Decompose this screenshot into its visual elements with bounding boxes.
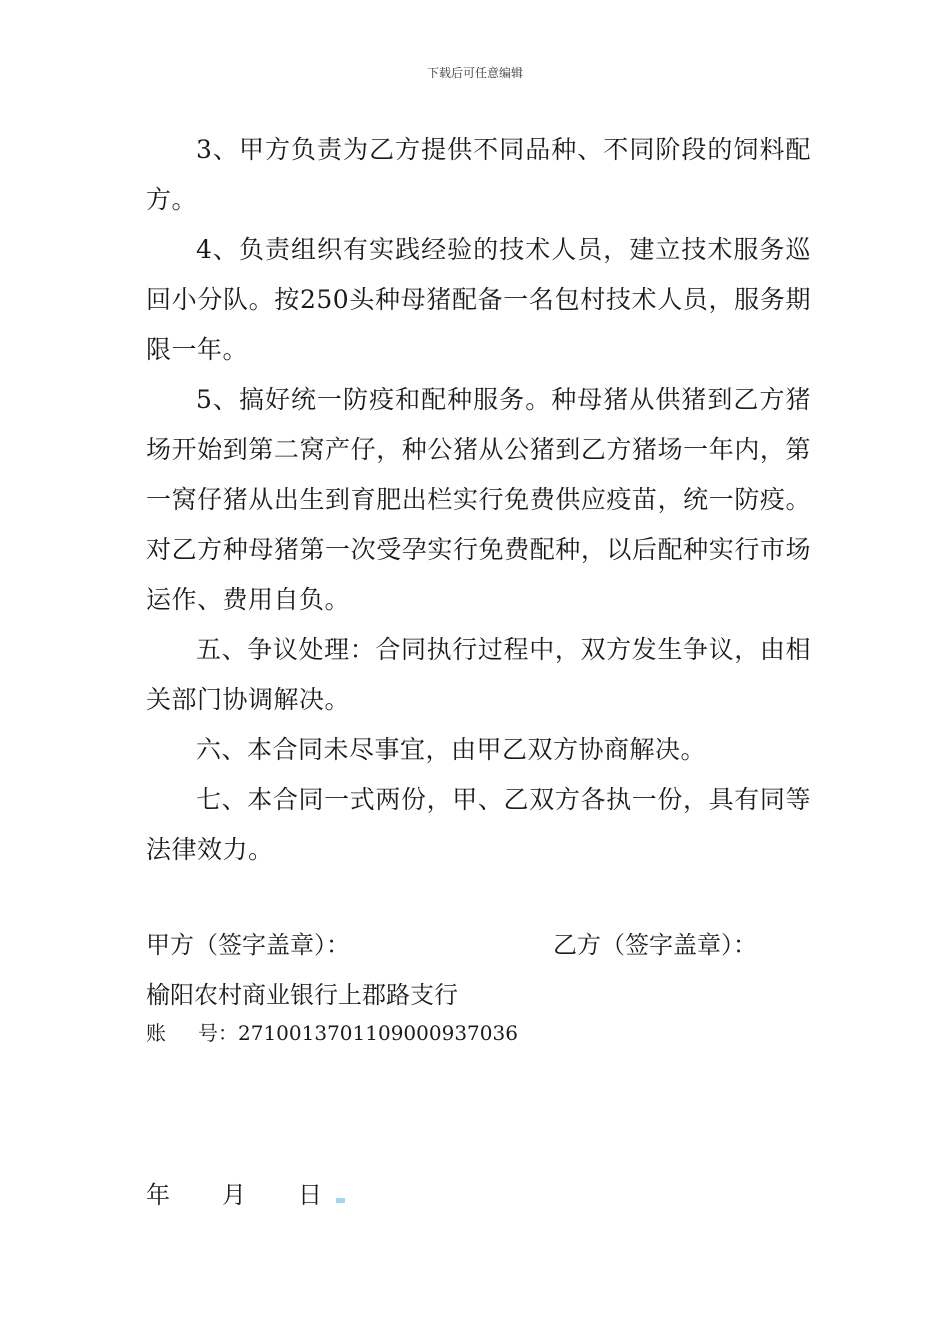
- account-number: 27100137011090009370​36: [238, 1021, 518, 1045]
- account-line: [146, 1020, 518, 1046]
- clause-unresolved: 六、本合同未尽事宜，由甲乙双方协商解决。: [196, 735, 707, 764]
- clause-copies: 七、本合同一式两份，甲、乙双方各执一份，具有同等法律效力。: [146, 785, 811, 864]
- party-a-signature-label: 甲方（签字盖章）：: [146, 931, 350, 959]
- date-year: 年: [146, 1181, 170, 1209]
- account-label-2: 号：: [198, 1021, 238, 1045]
- clause-3: 3、甲方负责为乙方提供不同品种、不同阶段的饲料配方。: [146, 135, 811, 214]
- date-day: 日: [298, 1181, 322, 1209]
- page-header: 下载后可任意编辑: [426, 66, 523, 80]
- date-month: 月: [222, 1181, 246, 1209]
- clause-4: 4、负责组织有实践经验的技术人员，建立技术服务巡回小分队。按250头种母猪配备一名包村技术人员，服务期限一年。: [146, 235, 811, 364]
- clause-5: 5、搞好统一防疫和配种服务。种母猪从供猪到乙方猪场开始到第二窝产仔，种公猪从公猪到乙方猪场一年内，第一窝仔猪从出生到育肥出栏实行免费供应疫苗，统一防疫。对乙方种母猪第一次受孕实行免费配种，以后配种实行市场运作、费用自负。: [146, 385, 811, 614]
- bank-name: 榆阳农村商业银行上郡路支行: [146, 981, 458, 1009]
- party-b-signature-label: 乙方（签字盖章）：: [553, 931, 757, 959]
- highlight-marker: [336, 1198, 345, 1203]
- date-line: [146, 1180, 322, 1210]
- account-label-1: 账: [146, 1021, 166, 1045]
- clause-dispute: 五、争议处理：合同执行过程中，双方发生争议，由相关部门协调解决。: [146, 635, 811, 714]
- contract-body: [146, 125, 811, 875]
